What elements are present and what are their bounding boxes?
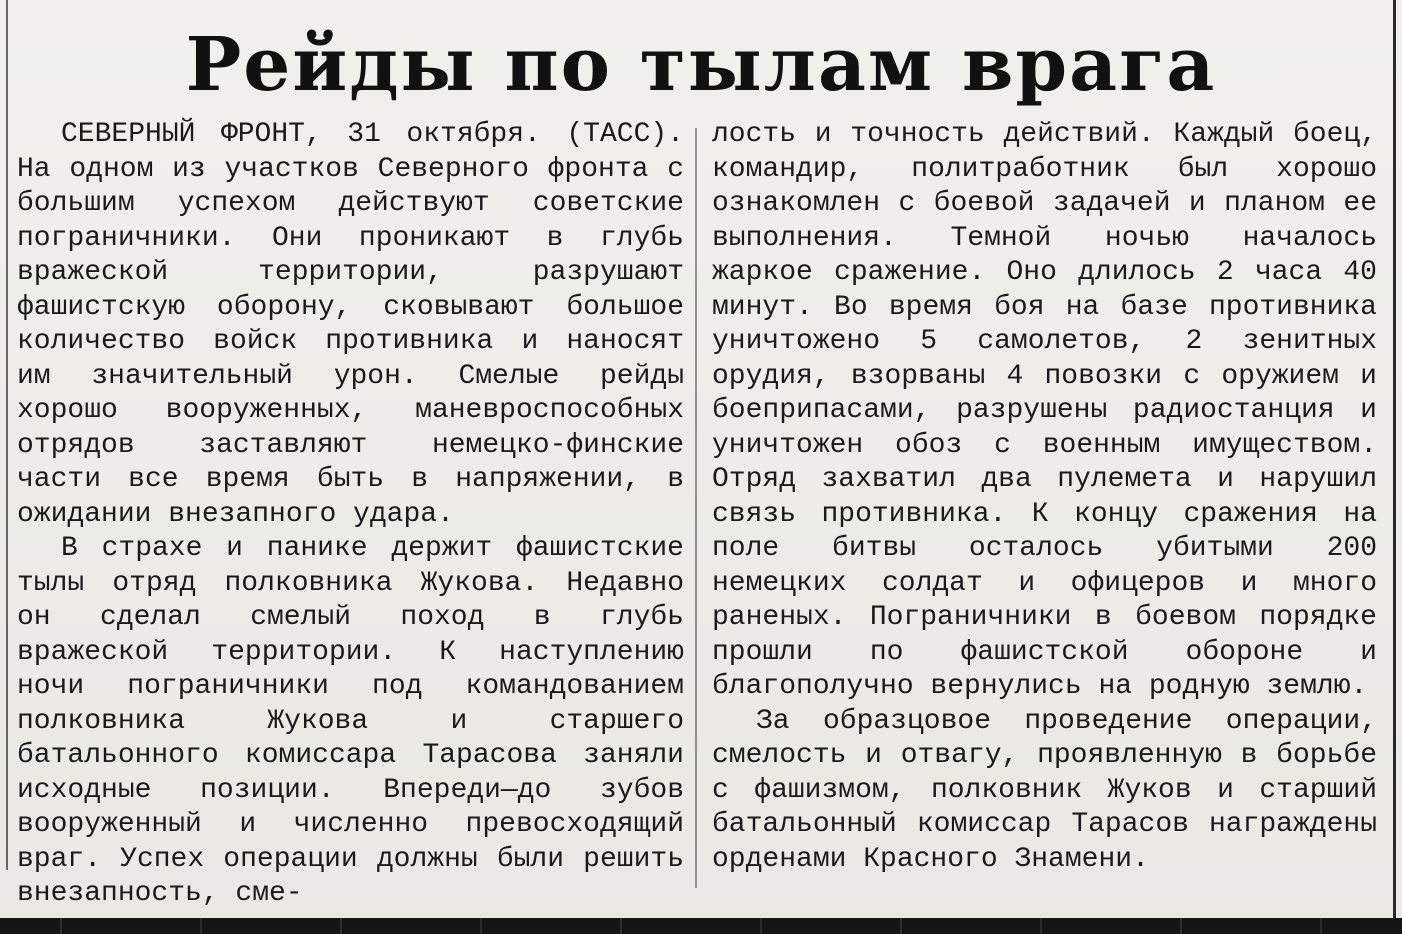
left-border-rule: [6, 0, 8, 870]
left-paragraph-2: В страхе и панике держит фашистские тылы отряд полковника Жукова. Недавно он сделал смелый поход в глубь вражеской территории. К наступлению ночи пограничники под командованием полковника Жукова и старшего батальонного комиссара Тарасова заняли исходные позиции. Впереди—до зубов вооруженный и численно превосходящий враг. Успех операции должны были решить внезапность, сме-: [17, 533, 684, 909]
left-paragraph-1: СЕВЕРНЫЙ ФРОНТ, 31 октября. (ТАСС). На одном из участков Северного фронта с большим успехом действуют советские пограничники. Они проникают в глубь вражеской территории, разрушают фашистскую оборону, сковывают большое количество войск противника и наносят им значительный урон. Смелые рейды хорошо вооруженных, маневроспособных отрядов заставляют немецко-финские части все время быть в напряжении, в ожидании внезапного удара.: [17, 119, 684, 530]
article-headline: Рейды по тылам врага: [185, 22, 1217, 108]
right-paragraph-2: За образцовое проведение операции, смелость и отвагу, проявленную в борьбе с фашизмом, полковник Жуков и старший батальонный комиссар Тарасов награждены орденами Красного Знамени.: [712, 705, 1377, 875]
left-column: [17, 118, 684, 912]
bottom-border-rule: [0, 918, 1402, 934]
right-column: [712, 118, 1377, 877]
column-divider: [695, 128, 697, 888]
right-border-rule: [1393, 0, 1396, 934]
right-paragraph-1: лость и точность действий. Каждый боец, командир, политработник был хорошо ознакомлен с боевой задачей и планом ее выполнения. Темной ночью началось жаркое сражение. Оно длилось 2 часа 40 минут. Во время боя на базе противника уничтожено 5 самолетов, 2 зенитных орудия, взорваны 4 повозки с оружием и боеприпасами, разрушены радиостанция и уничтожен обоз с военным имуществом. Отряд захватил два пулемета и нарушил связь противника. К концу сражения на поле битвы осталось убитыми 200 немецких солдат и офицеров и много раненых. Пограничники в боевом порядке прошли по фашистской обороне и благополучно вернулись на родную землю.: [712, 119, 1377, 702]
